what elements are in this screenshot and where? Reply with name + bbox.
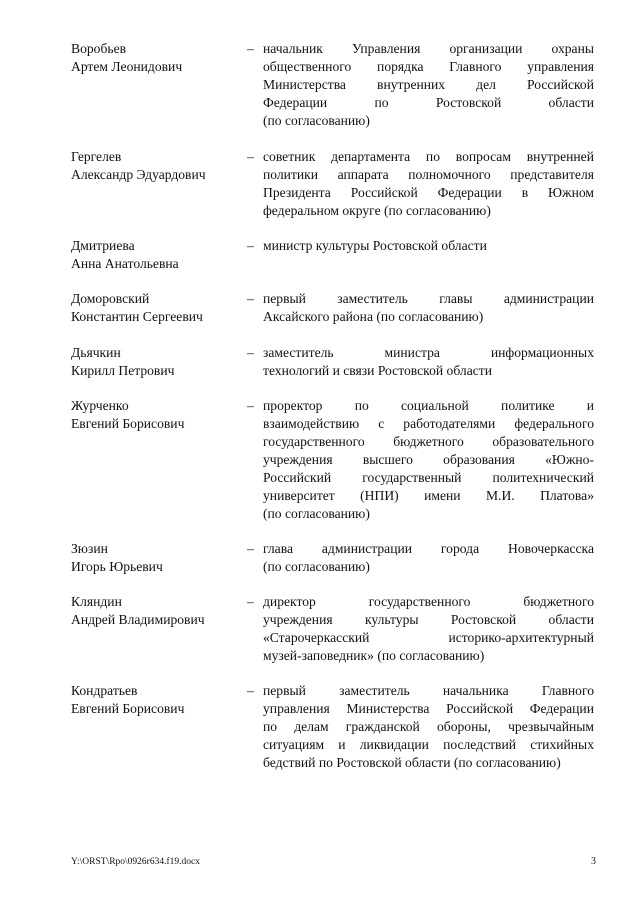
person-given-names: Кирилл Петрович [71, 363, 175, 378]
dash-separator: – [247, 398, 254, 413]
person-given-names: Константин Сергеевич [71, 309, 203, 324]
description-line: Президента Российской Федерации в Южном [263, 185, 594, 200]
description-line: первый заместитель начальника Главного [263, 683, 594, 698]
person-name [71, 290, 241, 326]
dash-separator: – [247, 291, 254, 306]
person-given-names: Игорь Юрьевич [71, 559, 163, 574]
description-line: начальник Управления организации охраны [263, 41, 594, 56]
position-description [263, 148, 594, 220]
description-line: ситуациям и ликвидации последствий стихийных [263, 737, 594, 752]
page-number: 3 [591, 856, 596, 867]
description-line: бедствий по Ростовской области (по согласованию) [263, 755, 561, 770]
description-line: музей-заповедник» (по согласованию) [263, 648, 485, 663]
position-description [263, 593, 594, 665]
description-line: учреждения высшего образования «Южно- [263, 452, 594, 467]
description-line: министр культуры Ростовской области [263, 238, 487, 253]
dash-separator: – [247, 345, 254, 360]
description-line: первый заместитель главы администрации [263, 291, 594, 306]
position-description [263, 290, 594, 326]
description-line: заместитель министра информационных [263, 345, 594, 360]
dash-separator: – [247, 41, 254, 56]
person-surname: Кляндин [71, 594, 122, 609]
person-name [71, 237, 241, 273]
description-line: директор государственного бюджетного [263, 594, 594, 609]
dash-separator: – [247, 594, 254, 609]
person-name [71, 397, 241, 433]
description-line: университет (НПИ) имени М.И. Платова» [263, 488, 594, 503]
description-line: по делам гражданской обороны, чрезвычайным [263, 719, 594, 734]
description-line: «Старочеркасский историко-архитектурный [263, 630, 594, 645]
person-name [71, 344, 241, 380]
description-line: Министерства внутренних дел Российской [263, 77, 594, 92]
person-given-names: Александр Эдуардович [71, 167, 206, 182]
description-line: советник департамента по вопросам внутренней [263, 149, 594, 164]
person-surname: Доморовский [71, 291, 150, 306]
position-description [263, 397, 594, 523]
description-line: (по согласованию) [263, 506, 370, 521]
person-name [71, 682, 241, 718]
position-description [263, 344, 594, 380]
position-description [263, 237, 594, 255]
dash-separator: – [247, 238, 254, 253]
person-given-names: Евгений Борисович [71, 416, 185, 431]
person-surname: Зюзин [71, 541, 108, 556]
person-surname: Дьячкин [71, 345, 121, 360]
person-given-names: Евгений Борисович [71, 701, 185, 716]
position-description [263, 540, 594, 576]
person-surname: Кондратьев [71, 683, 138, 698]
person-surname: Гергелев [71, 149, 122, 164]
person-name [71, 148, 241, 184]
description-line: взаимодействию с работодателями федерального [263, 416, 594, 431]
description-line: управления Министерства Российской Федерации [263, 701, 594, 716]
description-line: политики аппарата полномочного представителя [263, 167, 594, 182]
description-line: Федерации по Ростовской области [263, 95, 594, 110]
person-given-names: Анна Анатольевна [71, 256, 179, 271]
description-line: (по согласованию) [263, 113, 370, 128]
position-description [263, 40, 594, 130]
person-name [71, 593, 241, 629]
dash-separator: – [247, 149, 254, 164]
description-line: Российский государственный политехнический [263, 470, 594, 485]
description-line: (по согласованию) [263, 559, 370, 574]
description-line: государственного бюджетного образовательного [263, 434, 594, 449]
description-line: общественного порядка Главного управления [263, 59, 594, 74]
person-given-names: Артем Леонидович [71, 59, 183, 74]
description-line: технологий и связи Ростовской области [263, 363, 492, 378]
description-line: учреждения культуры Ростовской области [263, 612, 594, 627]
person-name [71, 540, 241, 576]
person-surname: Дмитриева [71, 238, 135, 253]
person-surname: Воробьев [71, 41, 127, 56]
person-surname: Журченко [71, 398, 129, 413]
footer-file-path: Y:\ORST\Rpo\0926r634.f19.docx [71, 857, 200, 867]
description-line: глава администрации города Новочеркасска [263, 541, 594, 556]
dash-separator: – [247, 683, 254, 698]
description-line: проректор по социальной политике и [263, 398, 594, 413]
description-line: Аксайского района (по согласованию) [263, 309, 484, 324]
description-line: федеральном округе (по согласованию) [263, 203, 491, 218]
person-given-names: Андрей Владимирович [71, 612, 205, 627]
person-name [71, 40, 241, 76]
dash-separator: – [247, 541, 254, 556]
position-description [263, 682, 594, 772]
